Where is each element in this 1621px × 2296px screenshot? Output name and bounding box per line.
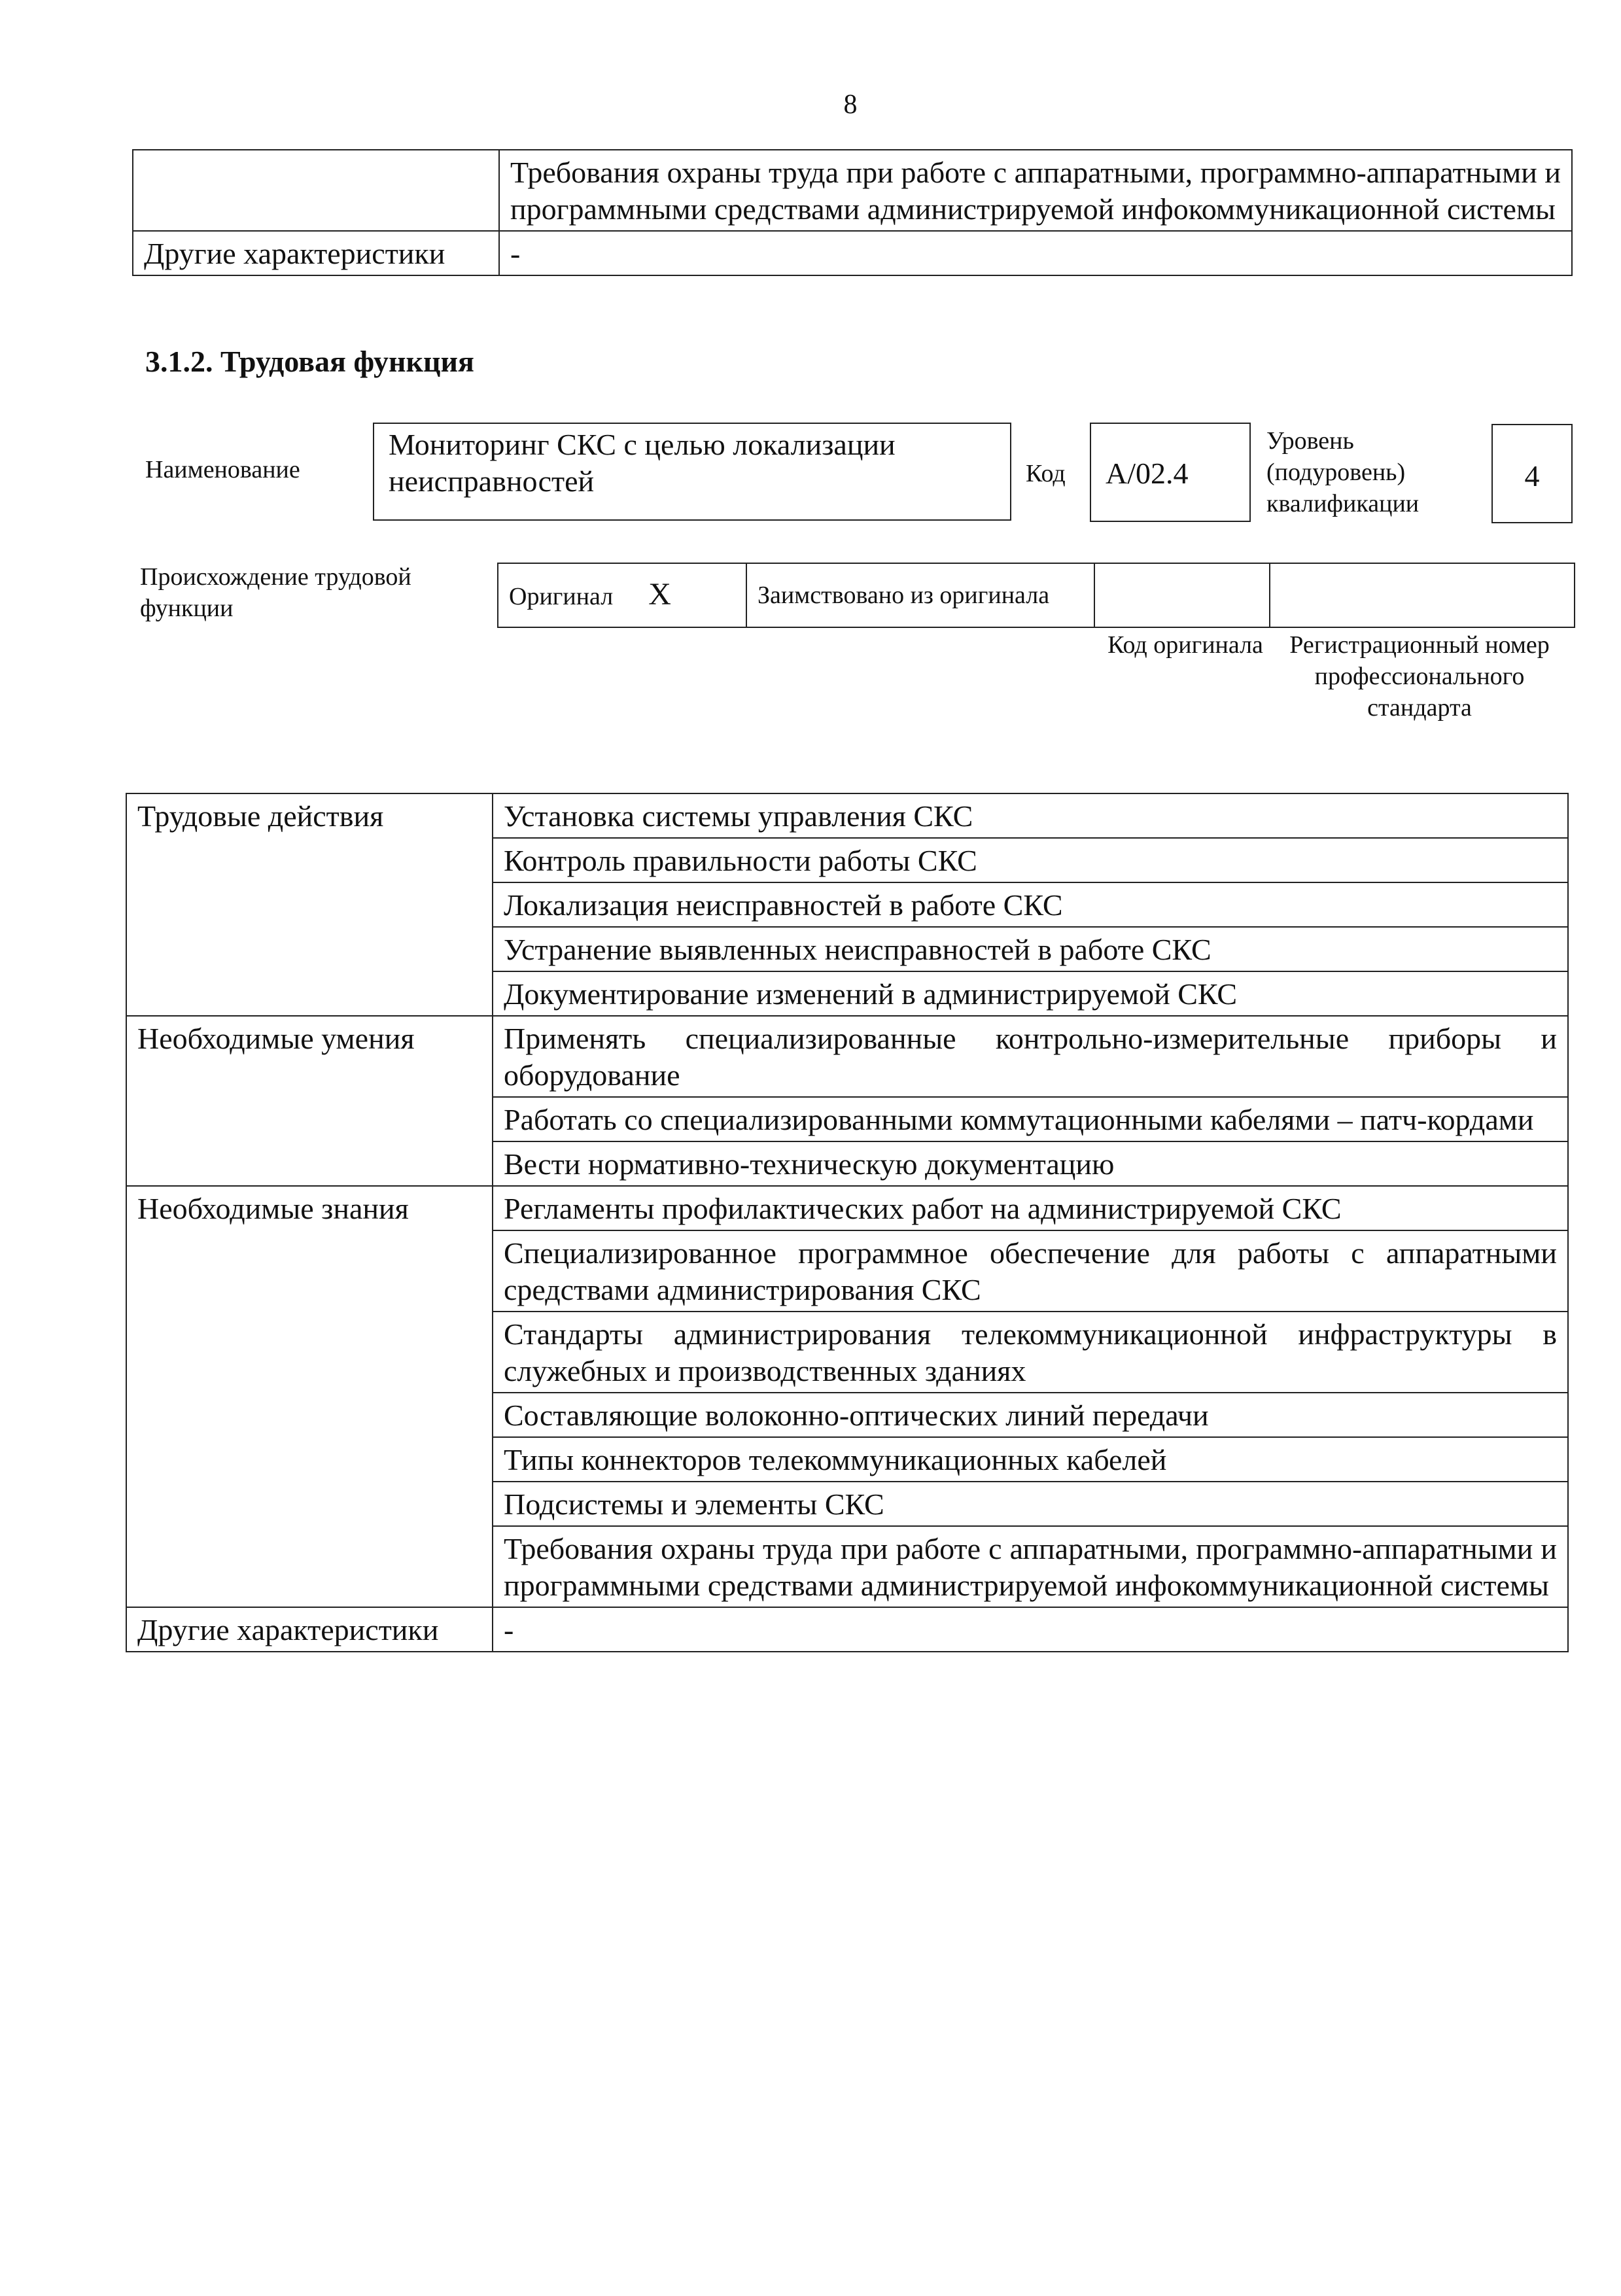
function-details-table	[126, 793, 1569, 1652]
labor-action-item: Локализация неисправностей в работе СКС	[493, 882, 1568, 927]
table-row	[126, 793, 1568, 838]
knowledge-item: Составляющие волоконно-оптических линий передачи	[493, 1393, 1568, 1437]
original-mark: X	[648, 576, 671, 612]
knowledge-item: Требования охраны труда при работе с аппаратными, программно-аппаратными и программными средствами администрируемой инфокоммуникационной системы	[493, 1526, 1568, 1607]
table-row	[133, 231, 1572, 275]
original-code-cell	[1094, 563, 1270, 627]
original-code-caption: Код оригинала	[1107, 631, 1263, 659]
skill-item: Вести нормативно-техническую документацию	[493, 1141, 1568, 1186]
origin-label: Происхождение трудовой функции	[140, 563, 411, 622]
name-label: Наименование	[145, 456, 300, 483]
code-value: А/02.4	[1106, 457, 1189, 490]
other-characteristics-value: -	[493, 1607, 1568, 1652]
reg-number-caption: Регистрационный номер профессионального стандарта	[1289, 631, 1550, 722]
reg-number-cell	[1270, 563, 1575, 627]
skill-item: Применять специализированные контрольно-измерительные приборы и оборудование	[493, 1016, 1568, 1097]
section-heading: 3.1.2. Трудовая функция	[145, 345, 474, 378]
table-row	[126, 1607, 1568, 1652]
borrowed-label: Заимствовано из оригинала	[746, 563, 1094, 627]
knowledge-item: Специализированное программное обеспечение для работы с аппаратными средствами администрирования СКС	[493, 1230, 1568, 1312]
knowledge-item: Регламенты профилактических работ на администрируемой СКС	[493, 1186, 1568, 1230]
other-characteristics-label: Другие характеристики	[126, 1607, 493, 1652]
origin-table	[497, 563, 1575, 628]
knowledge-item: Стандарты администрирования телекоммуникационной инфраструктуры в служебных и производственных зданиях	[493, 1312, 1568, 1393]
table-row	[133, 150, 1572, 231]
code-label: Код	[1026, 460, 1066, 487]
page-number: 8	[843, 90, 858, 120]
knowledge-item: Типы коннекторов телекоммуникационных кабелей	[493, 1437, 1568, 1482]
knowledge-label: Необходимые знания	[126, 1186, 493, 1607]
labor-action-item: Документирование изменений в администрируемой СКС	[493, 971, 1568, 1016]
table-row	[126, 1186, 1568, 1230]
qualification-level-label: Уровень (подуровень) квалификации	[1266, 427, 1420, 517]
labor-action-item: Установка системы управления СКС	[493, 793, 1568, 838]
previous-function-table-end	[132, 149, 1573, 276]
requirement-cell: Требования охраны труда при работе с аппаратными, программно-аппаратными и программными средствами администрируемой инфокоммуникационной системы	[499, 150, 1572, 231]
other-characteristics-value: -	[499, 231, 1572, 275]
empty-label-cell	[133, 150, 499, 231]
labor-action-item: Контроль правильности работы СКС	[493, 838, 1568, 882]
knowledge-item: Подсистемы и элементы СКС	[493, 1482, 1568, 1526]
labor-actions-label: Трудовые действия	[126, 793, 493, 1016]
qualification-level-value: 4	[1524, 459, 1540, 493]
original-cell	[498, 563, 746, 627]
original-label: Оригинал	[509, 582, 614, 610]
table-row	[126, 1016, 1568, 1097]
table-row	[498, 563, 1575, 627]
other-characteristics-label: Другие характеристики	[133, 231, 499, 275]
skills-label: Необходимые умения	[126, 1016, 493, 1186]
name-value: Мониторинг СКС с целью локализации неисправностей	[389, 428, 896, 498]
skill-item: Работать со специализированными коммутационными кабелями – патч-кордами	[493, 1097, 1568, 1141]
labor-action-item: Устранение выявленных неисправностей в работе СКС	[493, 927, 1568, 971]
